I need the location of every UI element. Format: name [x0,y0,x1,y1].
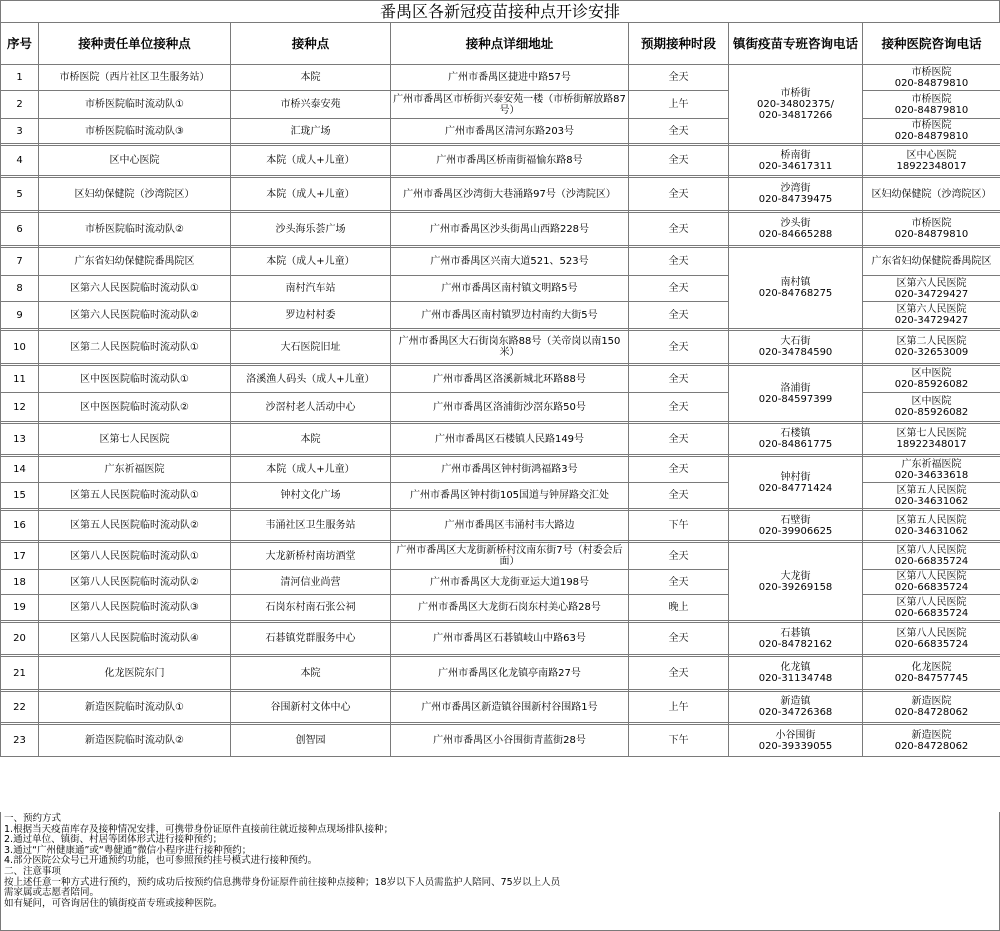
hospital-phone: 020-34729427 [894,288,969,300]
hospital-contact [863,366,1000,393]
notes-line: 1.根据当天疫苗库存及接种情况安排，可携带身份证原件直接前往就近接种点现场排队接种； [4,823,394,835]
responsible-unit: 市桥医院临时流动队① [39,91,231,119]
vaccination-site: 汇珑广场 [231,119,391,144]
site-address: 广州市番禺区小谷围街青蓝街28号 [391,725,629,757]
town-name: 石楼镇 [780,428,811,439]
vaccination-site: 石碁镇党群服务中心 [231,623,391,655]
hospital-name: 区妇幼保健院（沙湾院区） [871,188,992,200]
vaccination-site: 清河信业尚营 [231,570,391,595]
hospital-contact [863,119,1000,144]
site-address: 广州市番禺区洛浦街沙滘东路50号 [391,393,629,422]
col-header-address: 接种点详细地址 [391,23,629,65]
hospital-contact [863,178,1000,211]
responsible-unit: 区中医医院临时流动队① [39,366,231,393]
hospital-contact [863,146,1000,176]
town-contact [729,511,863,541]
hospital-phone: 020-66835724 [894,638,969,650]
hospital-contact [863,692,1000,723]
town-name: 洛浦街 [780,382,811,394]
hospital-phone: 020-84879810 [894,77,969,89]
town-phone: 020-34784590 [758,347,833,358]
responsible-unit: 区第七人民医院 [39,424,231,455]
vaccination-time: 全天 [629,623,729,655]
site-address: 广州市番禺区市桥街兴泰安苑一楼（市桥街解放路87号） [391,91,629,119]
row-number: 11 [1,366,39,393]
vaccination-site: 沙滘村老人活动中心 [231,393,391,422]
site-address: 广州市番禺区新造镇谷围新村谷围路1号 [391,692,629,723]
town-contact [729,331,863,364]
table-row [1,331,1000,364]
hospital-name: 广东祈福医院 [901,458,962,470]
hospital-name: 区中医院 [911,396,952,407]
vaccination-time: 全天 [629,302,729,329]
header-row [1,23,1000,65]
town-name: 石壁街 [780,514,811,526]
row-number: 5 [1,178,39,211]
row-number: 2 [1,91,39,119]
row-number: 19 [1,595,39,621]
town-contact [729,213,863,246]
row-number: 1 [1,65,39,91]
hospital-name: 区中医院 [911,368,952,379]
responsible-unit: 化龙医院东门 [39,657,231,690]
vaccination-time: 全天 [629,657,729,690]
town-contact [729,366,863,422]
hospital-contact [863,657,1000,690]
hospital-contact [863,213,1000,246]
row-number: 18 [1,570,39,595]
notes-line: 按上述任意一种方式进行预约，预约成功后按预约信息携带身份证原件前往接种点接种；18岁以下人员需监护人陪同、75岁以上人员 [4,876,561,888]
vaccination-site: 本院（成人+儿童） [231,248,391,276]
notes-line: 二、注意事项 [4,865,62,877]
row-number: 7 [1,248,39,276]
site-address: 广州市番禺区兴南大道521、523号 [391,248,629,276]
site-address: 广州市番禺区大龙街石岗东村美心路28号 [391,595,629,621]
hospital-phone: 020-66835724 [894,607,969,619]
town-phone: 020-39269158 [758,581,833,593]
town-contact [729,543,863,621]
town-name: 沙头街 [780,218,811,229]
table-row [1,248,1000,276]
table-row [1,725,1000,757]
hospital-phone: 020-84879810 [894,131,969,142]
town-name: 南村镇 [780,277,811,288]
town-contact [729,725,863,757]
town-contact [729,424,863,455]
town-name: 化龙镇 [780,662,811,673]
town-name: 新造镇 [780,696,811,707]
col-header-no: 序号 [1,23,39,65]
hospital-name: 广东省妇幼保健院番禺院区 [871,256,992,267]
table-row [1,692,1000,723]
vaccination-time: 全天 [629,543,729,570]
col-header-unit: 接种责任单位接种点 [39,23,231,65]
hospital-contact [863,623,1000,655]
hospital-name: 化龙医院 [911,662,952,673]
site-address: 广州市番禺区石碁镇岐山中路63号 [391,623,629,655]
row-number: 15 [1,483,39,509]
table-row [1,424,1000,455]
town-phone: 020-84861775 [758,439,833,450]
vaccination-time: 全天 [629,366,729,393]
table-row [1,146,1000,176]
town-name: 钟村街 [780,471,811,483]
row-number: 22 [1,692,39,723]
hospital-contact [863,302,1000,329]
hospital-phone: 020-34631062 [894,525,969,537]
row-number: 3 [1,119,39,144]
town-phone: 020-84771424 [758,482,833,494]
site-address: 广州市番禺区沙头街禺山西路228号 [391,213,629,246]
town-contact [729,146,863,176]
hospital-name: 新造医院 [911,729,952,741]
responsible-unit: 区第八人民医院临时流动队③ [39,595,231,621]
vaccination-time: 全天 [629,119,729,144]
site-address: 广州市番禺区南村镇文明路5号 [391,276,629,302]
hospital-name: 区第八人民医院 [896,545,967,556]
responsible-unit: 区第六人民医院临时流动队② [39,302,231,329]
col-header-hospital-tel: 接种医院咨询电话 [863,23,1000,65]
hospital-name: 区第六人民医院 [896,277,967,289]
hospital-phone: 020-84879810 [894,229,969,240]
town-phone: 020-84768275 [758,288,833,299]
responsible-unit: 市桥医院临时流动队③ [39,119,231,144]
town-contact [729,457,863,509]
vaccination-site: 本院 [231,65,391,91]
hospital-phone: 020-85926082 [894,379,969,390]
hospital-contact [863,276,1000,302]
col-header-town-tel: 镇街疫苗专班咨询电话 [729,23,863,65]
vaccination-time: 全天 [629,213,729,246]
vaccination-time: 全天 [629,178,729,211]
site-address: 广州市番禺区大龙街新桥村汶南东街7号（村委会后面） [391,543,629,570]
hospital-contact [863,595,1000,621]
col-header-site: 接种点 [231,23,391,65]
vaccination-site: 石岗东村南石张公祠 [231,595,391,621]
responsible-unit: 市桥医院（西片社区卫生服务站） [39,65,231,91]
site-address: 广州市番禺区沙湾街大巷涌路97号（沙湾院区） [391,178,629,211]
table-row [1,213,1000,246]
hospital-name: 区第五人民医院 [896,514,967,526]
responsible-unit: 区第八人民医院临时流动队① [39,543,231,570]
hospital-phone: 020-34633618 [894,469,969,481]
vaccination-site: 本院 [231,657,391,690]
table-row [1,657,1000,690]
table-row [1,511,1000,541]
responsible-unit: 区中医医院临时流动队② [39,393,231,422]
hospital-contact [863,543,1000,570]
notes-line: 一、预约方式 [4,813,62,824]
town-phone: 020-84739475 [758,194,833,205]
hospital-contact [863,457,1000,483]
row-number: 23 [1,725,39,757]
town-phone: 020-34802375/ [757,98,834,110]
hospital-phone: 020-66835724 [894,582,969,593]
vaccination-site: 市桥兴泰安苑 [231,91,391,119]
hospital-contact [863,393,1000,422]
table-row [1,543,1000,570]
table-row [1,366,1000,393]
vaccination-time: 全天 [629,393,729,422]
site-address: 广州市番禺区大石街岗东路88号（关帝岗以南150米） [391,331,629,364]
town-phone: 020-34726368 [758,707,833,718]
responsible-unit: 区妇幼保健院（沙湾院区） [39,178,231,211]
hospital-phone: 18922348017 [896,160,967,172]
hospital-phone: 020-84757745 [894,673,969,684]
responsible-unit: 新造医院临时流动队② [39,725,231,757]
row-number: 14 [1,457,39,483]
vaccination-time: 下午 [629,725,729,757]
row-number: 8 [1,276,39,302]
vaccination-site: 大石医院旧址 [231,331,391,364]
hospital-contact [863,511,1000,541]
vaccination-time: 全天 [629,248,729,276]
vaccination-site: 本院 [231,424,391,455]
town-phone: 020-84665288 [758,229,833,240]
table-row [1,457,1000,483]
town-name: 石碁镇 [780,627,811,639]
vaccination-site: 沙头海乐荟广场 [231,213,391,246]
row-number: 20 [1,623,39,655]
notes-line: 4.部分医院公众号已开通预约功能，也可参照预约挂号模式进行接种预约。 [4,855,318,867]
vaccination-site: 韦涌社区卫生服务站 [231,511,391,541]
hospital-name: 区第七人民医院 [896,428,967,439]
schedule-table [0,22,1000,757]
town-phone: 020-84782162 [758,638,833,650]
town-contact [729,65,863,144]
vaccination-time: 晚上 [629,595,729,621]
hospital-name: 区第五人民医院 [896,484,967,496]
site-address: 广州市番禺区化龙镇亭南路27号 [391,657,629,690]
row-number: 12 [1,393,39,422]
hospital-name: 市桥医院 [911,120,952,131]
town-contact [729,623,863,655]
hospital-contact [863,725,1000,757]
page-title: 番禺区各新冠疫苗接种点开诊安排 [0,0,1000,22]
vaccination-time: 全天 [629,457,729,483]
row-number: 17 [1,543,39,570]
site-address: 广州市番禺区大龙街亚运大道198号 [391,570,629,595]
hospital-phone: 18922348017 [896,439,967,450]
table-row [1,623,1000,655]
vaccination-time: 上午 [629,692,729,723]
vaccination-site: 大龙新桥村南坊酒堂 [231,543,391,570]
site-address: 广州市番禺区清河东路203号 [391,119,629,144]
hospital-contact [863,331,1000,364]
hospital-contact [863,483,1000,509]
vaccination-site: 罗边村村委 [231,302,391,329]
town-name: 桥南街 [780,149,811,161]
responsible-unit: 区第五人民医院临时流动队② [39,511,231,541]
row-number: 16 [1,511,39,541]
table-row [1,178,1000,211]
row-number: 4 [1,146,39,176]
hospital-name: 区第六人民医院 [896,304,967,315]
col-header-time: 预期接种时段 [629,23,729,65]
vaccination-time: 全天 [629,65,729,91]
responsible-unit: 广东祈福医院 [39,457,231,483]
site-address: 广州市番禺区南村镇罗边村南约大街5号 [391,302,629,329]
town-name: 大石街 [780,336,811,347]
hospital-name: 区中心医院 [906,149,957,161]
town-name: 大龙街 [780,570,811,582]
hospital-name: 区第八人民医院 [896,627,967,639]
row-number: 9 [1,302,39,329]
town-phone: 020-31134748 [758,673,833,684]
hospital-name: 区第二人民医院 [896,336,967,347]
responsible-unit: 区中心医院 [39,146,231,176]
notes-section [0,812,1000,931]
town-contact [729,248,863,329]
hospital-name: 区第八人民医院 [896,596,967,608]
vaccination-site: 本院（成人+儿童） [231,457,391,483]
vaccination-site: 本院（成人+儿童） [231,178,391,211]
hospital-name: 区第八人民医院 [896,571,967,582]
site-address: 广州市番禺区钟村街105国道与钟屏路交汇处 [391,483,629,509]
vaccination-site: 谷围新村文体中心 [231,692,391,723]
town-phone: 020-39906625 [758,525,833,537]
responsible-unit: 区第五人民医院临时流动队① [39,483,231,509]
row-number: 13 [1,424,39,455]
hospital-phone: 020-84879810 [894,104,969,116]
table-row [1,65,1000,91]
site-address: 广州市番禺区洛溪新城北环路88号 [391,366,629,393]
vaccination-time: 上午 [629,91,729,119]
site-address: 广州市番禺区钟村街鸿福路3号 [391,457,629,483]
vaccination-site: 创智园 [231,725,391,757]
responsible-unit: 广东省妇幼保健院番禺院区 [39,248,231,276]
vaccination-time: 全天 [629,570,729,595]
hospital-phone: 020-84728062 [894,740,969,752]
vaccination-time: 全天 [629,331,729,364]
notes-line: 如有疑问，可咨询居住的镇街疫苗专班或接种医院。 [4,897,223,909]
site-address: 广州市番禺区石楼镇人民路149号 [391,424,629,455]
town-phone: 020-34617311 [758,160,833,172]
responsible-unit: 区第六人民医院临时流动队① [39,276,231,302]
hospital-name: 市桥医院 [911,66,952,78]
town-name: 小谷围街 [775,729,816,741]
site-address: 广州市番禺区韦涌村韦大路边 [391,511,629,541]
responsible-unit: 区第八人民医院临时流动队④ [39,623,231,655]
notes-line: 需家属或志愿者陪同。 [4,887,100,899]
town-name: 沙湾街 [780,183,811,194]
vaccination-time: 下午 [629,511,729,541]
vaccination-time: 全天 [629,424,729,455]
vaccination-time: 全天 [629,483,729,509]
site-address: 广州市番禺区捷进中路57号 [391,65,629,91]
hospital-contact [863,248,1000,276]
site-address: 广州市番禺区桥南街福愉东路8号 [391,146,629,176]
town-name: 市桥街 [780,87,811,99]
town-contact [729,657,863,690]
hospital-phone: 020-85926082 [894,407,969,418]
hospital-phone: 020-66835724 [894,556,969,567]
hospital-contact [863,65,1000,91]
hospital-phone: 020-34729427 [894,315,969,326]
hospital-name: 市桥医院 [911,218,952,229]
town-phone: 020-39339055 [758,740,833,752]
responsible-unit: 新造医院临时流动队① [39,692,231,723]
hospital-contact [863,424,1000,455]
vaccination-site: 南村汽车站 [231,276,391,302]
hospital-name: 新造医院 [911,696,952,707]
hospital-name: 市桥医院 [911,93,952,105]
row-number: 10 [1,331,39,364]
hospital-contact [863,570,1000,595]
notes-line: 2.通过单位、镇街、村居等团体形式进行接种预约； [4,834,223,846]
vaccination-time: 全天 [629,276,729,302]
responsible-unit: 市桥医院临时流动队② [39,213,231,246]
responsible-unit: 区第八人民医院临时流动队② [39,570,231,595]
town-phone: 020-84597399 [758,393,833,405]
row-number: 21 [1,657,39,690]
town-contact [729,692,863,723]
responsible-unit: 区第二人民医院临时流动队① [39,331,231,364]
town-contact [729,178,863,211]
town-phone-2: 020-34817266 [758,109,833,121]
hospital-phone: 020-32653009 [894,347,969,358]
notes-line: 3.通过“广州健康通”或“粤健通”微信小程序进行接种预约； [4,844,252,856]
vaccination-site: 钟村文化广场 [231,483,391,509]
hospital-phone: 020-84728062 [894,707,969,718]
vaccination-site: 本院（成人+儿童） [231,146,391,176]
vaccination-time: 全天 [629,146,729,176]
hospital-phone: 020-34631062 [894,495,969,507]
vaccination-site: 洛溪渔人码头（成人+儿童） [231,366,391,393]
row-number: 6 [1,213,39,246]
hospital-contact [863,91,1000,119]
